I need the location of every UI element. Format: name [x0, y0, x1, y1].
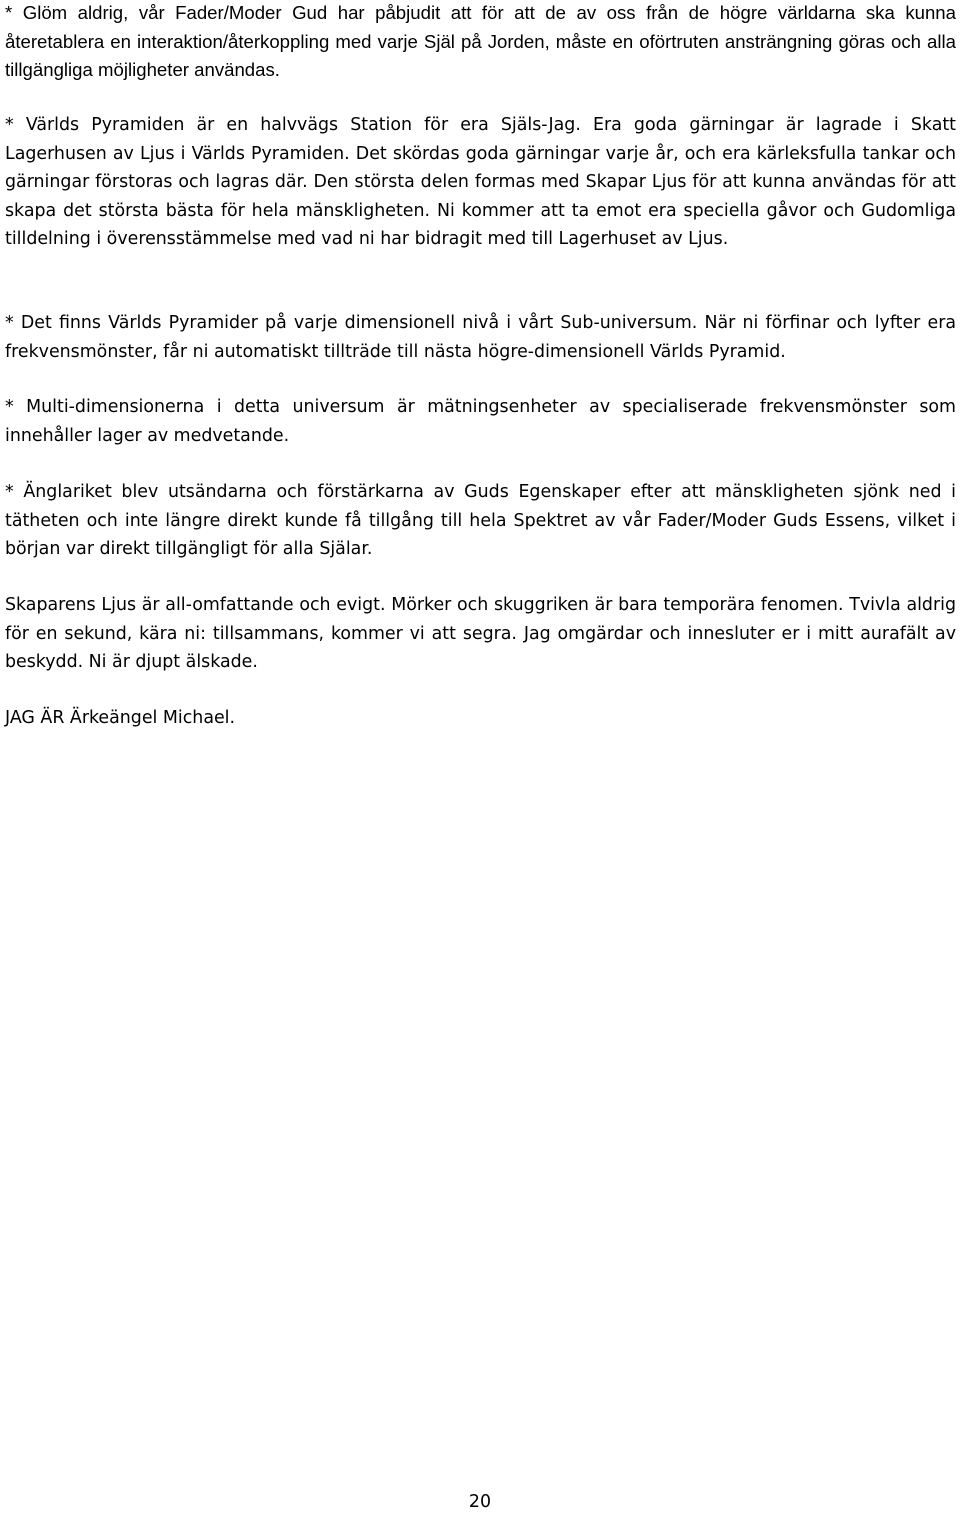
- paragraph-1: * Glöm aldrig, vår Fader/Moder Gud har påbjudit att för att de av oss från de högre världarna ska kunna återetablera en interaktion/återkoppling med varje Själ på Jorden, måste en oförtruten ansträngning göras och alla tillgängliga möjligheter användas.: [5, 2, 956, 80]
- paragraph-6: Skaparens Ljus är all-omfattande och evigt. Mörker och skuggriken är bara temporära fenomen. Tvivla aldrig för en sekund, kära ni: tillsammans, kommer vi att segra. Jag omgärdar och innesluter er i mitt aurafält av beskydd. Ni är djupt älskade.: [5, 595, 956, 672]
- paragraph-2: * Världs Pyramiden är en halvvägs Station för era Själs-Jag. Era goda gärningar är lagrade i Skatt Lagerhusen av Ljus i Världs Pyramiden. Det skördas goda gärningar varje år, och era kärleksfulla tankar och gärningar förstoras och lagras där. Den största delen formas med Skapar Ljus för att kunna användas för att skapa det största bästa för hela mänskligheten. Ni kommer att ta emot era speciella gåvor och Gudomliga tilldelning i överensstämmelse med vad ni har bidragit med till Lagerhuset av Ljus.: [5, 115, 956, 249]
- paragraph-5: * Änglariket blev utsändarna och förstärkarna av Guds Egenskaper efter att mänskligheten sjönk ned i tätheten och inte längre direkt kunde få tillgång till hela Spektret av vår Fader/Moder Guds Essens, vilket i början var direkt tillgängligt för alla Själar.: [5, 482, 956, 559]
- paragraph-4: * Multi-dimensionerna i detta universum är mätningsenheter av specialiserade frekvensmönster som innehåller lager av medvetande.: [5, 397, 956, 446]
- signature-line: JAG ÄR Ärkeängel Michael.: [5, 708, 236, 728]
- page-number: 20: [468, 1492, 492, 1512]
- paragraph-3: * Det finns Världs Pyramider på varje dimensionell nivå i vårt Sub-universum. När ni förfinar och lyfter era frekvensmönster, får ni automatiskt tillträde till nästa högre-dimensionell Världs Pyramid.: [5, 313, 956, 362]
